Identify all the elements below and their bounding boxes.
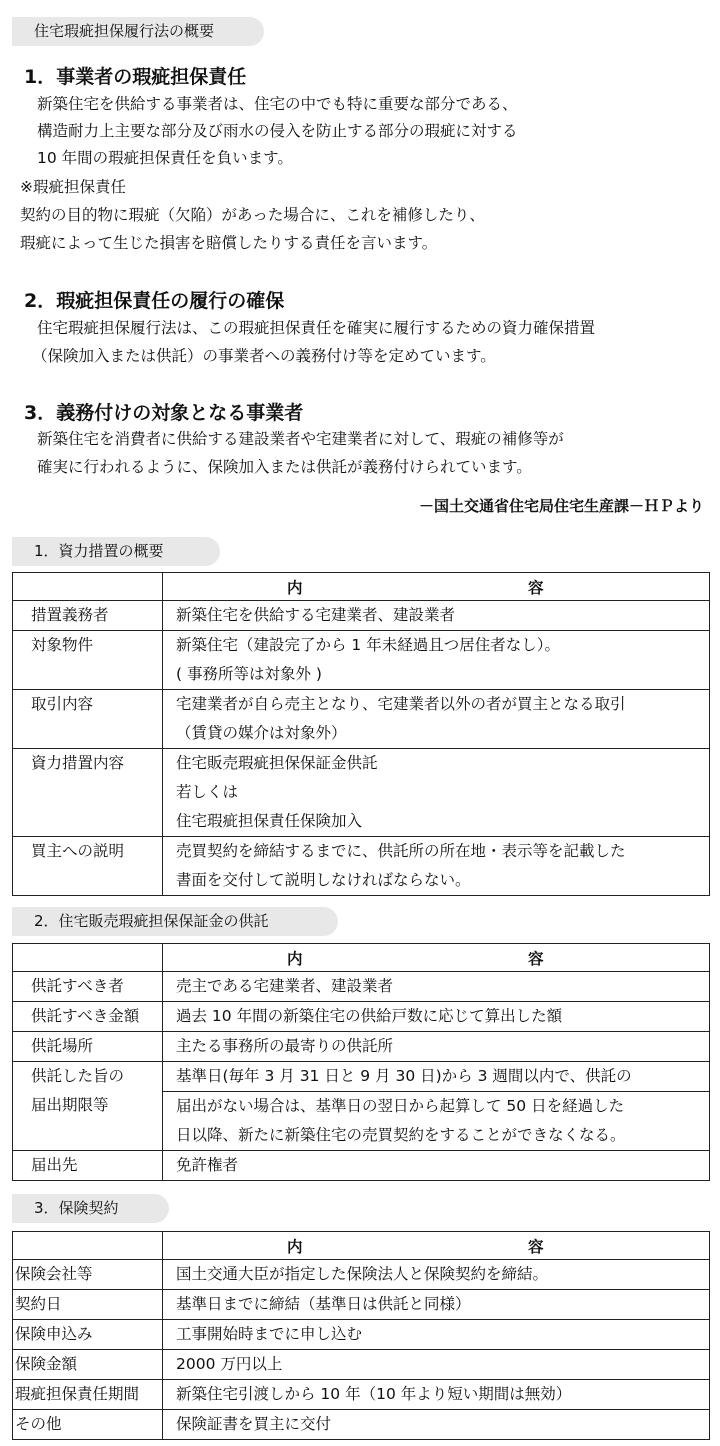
section3-line: 確実に行われるように、保険加入または供託が義務付けられています。: [37, 458, 532, 476]
row-label: 保険会社等: [13, 1260, 163, 1290]
table2: [12, 943, 710, 1181]
intro-tab: 住宅瑕疵担保履行法の概要: [12, 17, 264, 46]
table-row: [13, 1062, 710, 1151]
row-label: 供託すべき者: [13, 972, 163, 1002]
header-content: [163, 944, 710, 972]
table-row: [13, 690, 710, 749]
row-label: 届出先: [13, 1151, 163, 1181]
row-label: その他: [13, 1410, 163, 1440]
section2-line: 住宅瑕疵担保履行法は、この瑕疵担保責任を確実に履行するための資力確保措置: [37, 319, 596, 337]
row-label: 保険申込み: [13, 1320, 163, 1350]
section2-heading: 2．瑕疵担保責任の履行の確保: [24, 290, 285, 312]
note-line: 瑕疵によって生じた損害を賠償したりする責任を言います。: [20, 234, 438, 252]
content-line: 日以降、新たに新築住宅の売買契約をすることができなくなる。: [176, 1126, 626, 1144]
row-content: 新築住宅（建設完了から 1 年未経過且つ居住者なし）。 ( 事務所等は対象外 ): [163, 631, 710, 690]
row-content: 保険証書を買主に交付: [163, 1410, 710, 1440]
header-char-a: 内: [287, 1238, 303, 1256]
table-row: [13, 1350, 710, 1380]
note-line: 契約の目的物に瑕疵（欠陥）があった場合に、これを補修したり、: [20, 206, 485, 224]
row-content: 新築住宅引渡しから 10 年（10 年より短い期間は無効）: [163, 1380, 710, 1410]
table-row: [13, 1032, 710, 1062]
section1-line: 10 年間の瑕疵担保責任を負います。: [37, 149, 293, 167]
row-label: 契約日: [13, 1290, 163, 1320]
row-label: 供託した旨の 届出期限等: [13, 1062, 163, 1151]
table1-tab: 1．資力措置の概要: [12, 537, 220, 566]
table-row: [13, 1290, 710, 1320]
content-line: 基準日(毎年 3 月 31 日と 9 月 30 日)から 3 週間以内で、供託の: [176, 1067, 632, 1085]
content-line: 届出がない場合は、基準日の翌日から起算して 50 日を経過した: [163, 1091, 709, 1121]
table-row: [13, 837, 710, 896]
table-row: [13, 1151, 710, 1181]
table-row: [13, 1002, 710, 1032]
row-label: 取引内容: [13, 690, 163, 749]
header-char-a: 内: [287, 579, 303, 597]
table-row: [13, 631, 710, 690]
row-content: 住宅販売瑕疵担保保証金供託 若しくは 住宅瑕疵担保責任保険加入: [163, 749, 710, 837]
header-content: [163, 573, 710, 601]
row-content: 売主である宅建業者、建設業者: [163, 972, 710, 1002]
table3: [12, 1231, 710, 1440]
row-label: 措置義務者: [13, 601, 163, 631]
row-content: [163, 1062, 710, 1151]
section3-heading: 3．義務付けの対象となる事業者: [24, 402, 304, 424]
row-content: 基準日までに締結（基準日は供託と同様）: [163, 1290, 710, 1320]
row-content: 過去 10 年間の新築住宅の供給戸数に応じて算出した額: [163, 1002, 710, 1032]
row-label: 保険金額: [13, 1350, 163, 1380]
source-note: －国土交通省住宅局住宅生産課－ＨＰより: [418, 497, 704, 515]
section1-line: 構造耐力上主要な部分及び雨水の侵入を防止する部分の瑕疵に対する: [37, 122, 518, 140]
header-char-b: 容: [528, 1238, 544, 1256]
table1: [12, 572, 710, 896]
table3-tab: 3．保険契約: [12, 1194, 169, 1223]
row-label: 買主への説明: [13, 837, 163, 896]
row-content: 主たる事務所の最寄りの供託所: [163, 1032, 710, 1062]
section1-line: 新築住宅を供給する事業者は、住宅の中でも特に重要な部分である、: [37, 95, 518, 113]
row-label: 供託場所: [13, 1032, 163, 1062]
table-row: [13, 1380, 710, 1410]
section3-line: 新築住宅を消費者に供給する建設業者や宅建業者に対して、瑕疵の補修等が: [37, 430, 564, 448]
table-row: [13, 1410, 710, 1440]
header-content: [163, 1232, 710, 1260]
row-content: 2000 万円以上: [163, 1350, 710, 1380]
section2-line: （保険加入または供託）の事業者への義務付け等を定めています。: [32, 347, 496, 365]
row-content: 宅建業者が自ら売主となり、宅建業者以外の者が買主となる取引 （賃貸の媒介は対象外）: [163, 690, 710, 749]
section1-heading: 1．事業者の瑕疵担保責任: [24, 66, 247, 88]
header-blank: [13, 573, 163, 601]
table-row: [13, 749, 710, 837]
header-blank: [13, 944, 163, 972]
row-content: 免許権者: [163, 1151, 710, 1181]
header-char-b: 容: [528, 950, 544, 968]
row-label: 瑕疵担保責任期間: [13, 1380, 163, 1410]
row-label: 資力措置内容: [13, 749, 163, 837]
table-row: [13, 972, 710, 1002]
row-label: 供託すべき金額: [13, 1002, 163, 1032]
header-char-a: 内: [287, 950, 303, 968]
row-content: 国土交通大臣が指定した保険法人と保険契約を締結。: [163, 1260, 710, 1290]
row-content: 工事開始時までに申し込む: [163, 1320, 710, 1350]
header-blank: [13, 1232, 163, 1260]
table2-tab: 2．住宅販売瑕疵担保保証金の供託: [12, 907, 338, 936]
row-label: 対象物件: [13, 631, 163, 690]
table-row: [13, 601, 710, 631]
header-char-b: 容: [528, 579, 544, 597]
note-title: ※瑕疵担保責任: [20, 178, 126, 196]
table-row: [13, 1260, 710, 1290]
table-row: [13, 1320, 710, 1350]
row-content: 新築住宅を供給する宅建業者、建設業者: [163, 601, 710, 631]
row-content: 売買契約を締結するまでに、供託所の所在地・表示等を記載した 書面を交付して説明しなければならない。: [163, 837, 710, 896]
